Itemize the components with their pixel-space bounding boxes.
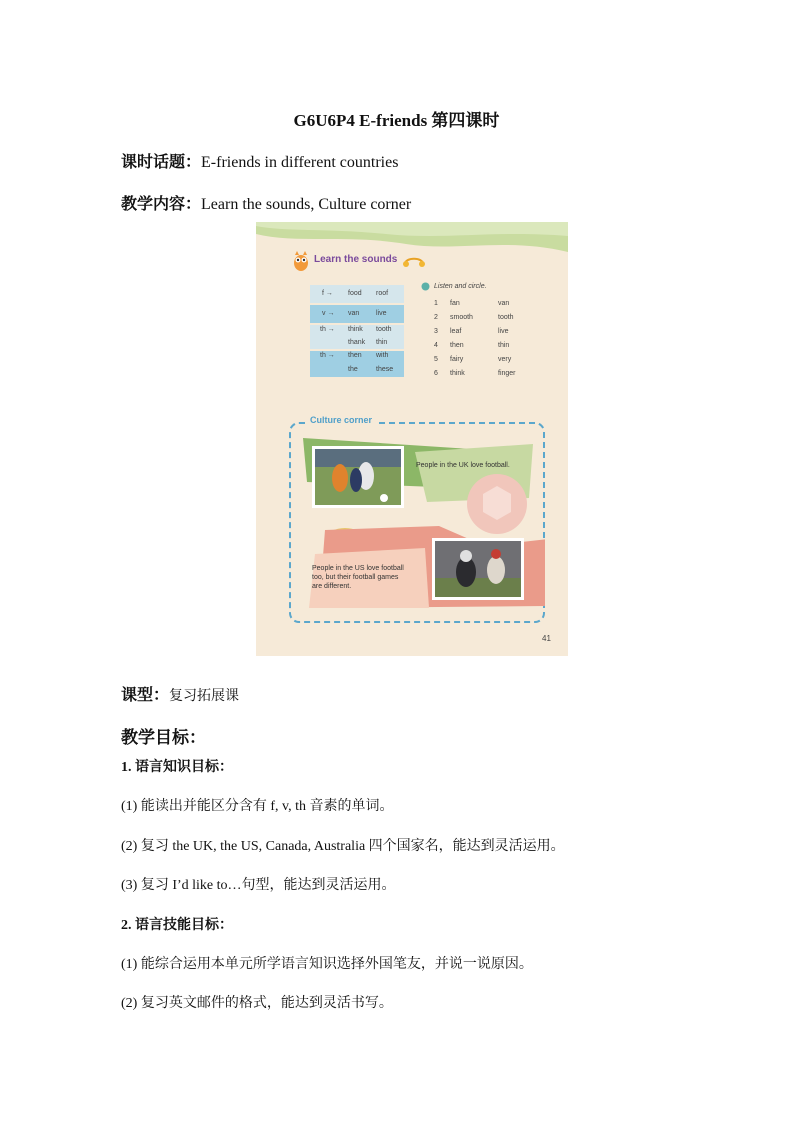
listen-word: live (498, 328, 509, 335)
goals-heading: 教学目标： (121, 728, 206, 747)
sound-word: roof (376, 290, 389, 297)
listen-word: van (498, 300, 510, 307)
goal2-item: (1) 能综合运用本单元所学语言知识选择外国笔友，并说一说原因。 (121, 957, 533, 972)
us-football-note-line: are different. (312, 583, 352, 591)
owl-mascot-icon (292, 250, 310, 272)
listen-number: 6 (434, 370, 438, 377)
content-label: 教学内容： (121, 196, 202, 213)
textbook-page-image (256, 222, 568, 656)
type-value: 复习拓展课 (169, 689, 240, 704)
goal1-item: (1) 能读出并能区分含有 f, v, th 音素的单词。 (121, 799, 394, 814)
listen-word: fan (450, 300, 460, 307)
sound-word: van (348, 310, 360, 317)
us-football-note-line: People in the US love football (312, 565, 404, 572)
listen-word: think (450, 370, 465, 377)
content-value: Learn the sounds, Culture corner (201, 196, 412, 213)
type-label: 课型： (121, 687, 170, 704)
sound-word: tooth (376, 326, 392, 333)
us-football-photo (432, 538, 524, 600)
listen-number: 2 (434, 314, 438, 321)
document-title: G6U6P4 E-friends 第四课时 (293, 111, 500, 130)
goal2-item: (2) 复习英文邮件的格式，能达到灵活书写。 (121, 996, 393, 1011)
topic-value: E-friends in different countries (201, 154, 399, 171)
listen-number: 1 (434, 300, 438, 307)
listen-word: fairy (450, 356, 464, 363)
sound-symbol: th → (320, 326, 335, 333)
headphones-icon (402, 254, 426, 268)
learn-sounds-title: Learn the sounds (314, 254, 398, 265)
listen-disc-icon (421, 282, 430, 291)
goal1-item: (2) 复习 the UK, the US, Canada, Australia 四个国家名，能达到灵活运用。 (121, 839, 565, 854)
content-line (121, 191, 411, 214)
listen-word: tooth (498, 314, 514, 321)
sound-word: the (348, 366, 358, 373)
sound-word: food (348, 290, 362, 297)
topic-line (121, 149, 398, 172)
listen-word: leaf (450, 328, 462, 335)
sound-symbol: f → (322, 290, 333, 297)
sound-word: then (348, 352, 362, 359)
sound-word: think (348, 326, 363, 333)
sound-word: live (376, 310, 387, 317)
listen-word: finger (498, 370, 516, 377)
uk-football-photo (312, 446, 404, 508)
sound-word: these (376, 366, 394, 373)
sound-symbol: th → (320, 352, 335, 359)
listen-number: 4 (434, 342, 438, 349)
sound-word: thin (376, 339, 388, 346)
listen-word: smooth (450, 314, 473, 321)
goal1-item: (3) 复习 I’d like to…句型，能达到灵活运用。 (121, 878, 396, 893)
listen-word: thin (498, 342, 510, 349)
textbook-page-number: 41 (542, 634, 551, 643)
type-line (121, 682, 239, 705)
listen-label: Listen and circle. (434, 283, 487, 290)
uk-football-note: People in the UK love football. (416, 462, 510, 469)
listen-number: 3 (434, 328, 438, 335)
goal1-heading: 1. 语言知识目标： (121, 760, 233, 775)
listen-number: 5 (434, 356, 438, 363)
us-football-note-line: too, but their football games (312, 574, 399, 582)
topic-label: 课时话题： (121, 154, 202, 171)
sound-word: thank (348, 339, 366, 346)
listen-word: then (450, 342, 464, 349)
sound-word: with (376, 352, 389, 359)
culture-corner-title: Culture corner (306, 415, 376, 425)
goal2-heading: 2. 语言技能目标： (121, 918, 233, 933)
sound-symbol: v → (322, 310, 335, 317)
listen-word: very (498, 356, 512, 363)
us-football-note (312, 564, 404, 591)
